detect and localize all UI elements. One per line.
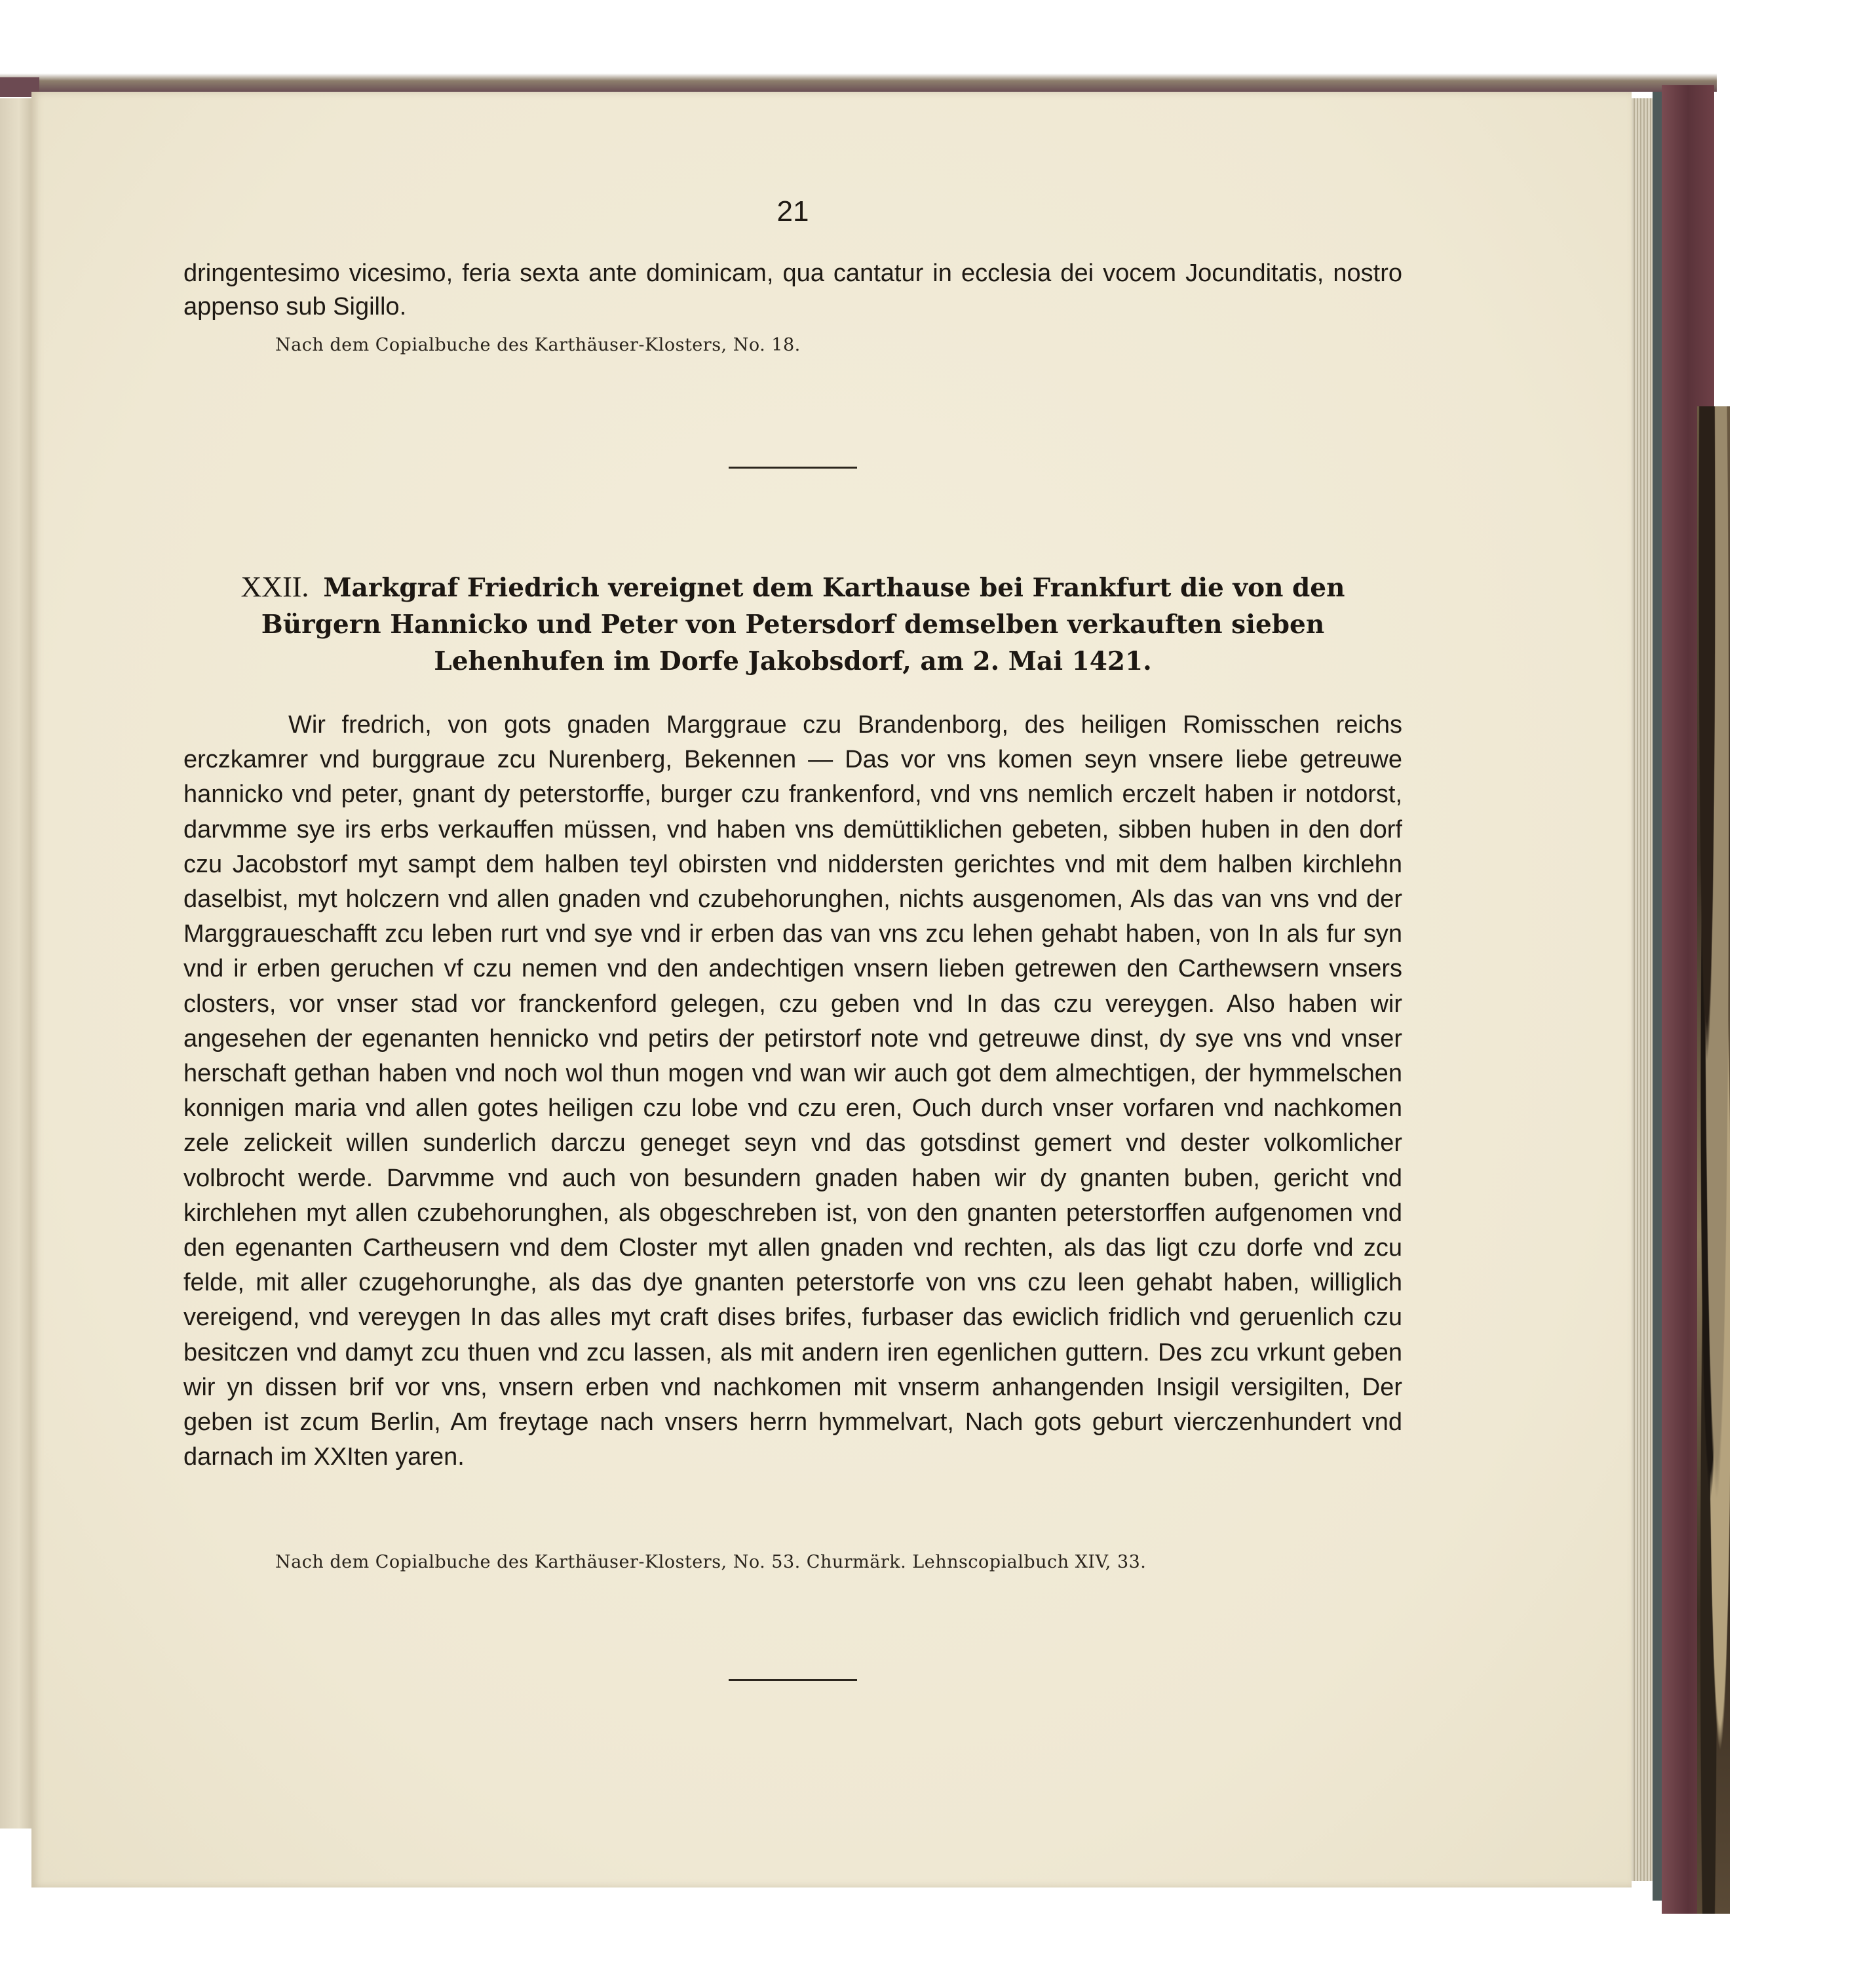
previous-document-source-note: Nach dem Copialbuche des Karthäuser-Klosters, No. 18. (275, 335, 801, 355)
previous-document-text: dringentesimo vicesimo, feria sexta ante dominicam, qua cantatur in ecclesia dei vocem Jocunditatis, nostro appenso sub Sigillo. (183, 260, 1402, 320)
marbled-cover-edge (1697, 406, 1730, 1914)
document-source-note: Nach dem Copialbuche des Karthäuser-Klosters, No. 53. Churmärk. Lehnscopialbuch XIV, 33. (275, 1552, 1147, 1572)
document-body-paragraph: Wir fredrich, von gots gnaden Marggraue czu Brandenborg, des heiligen Romisschen reichs erczkamrer vnd burggraue zcu Nurenberg, Bekennen — Das vor vns komen seyn vnsere liebe getreuwe hannicko vnd peter, gnant dy peterstorffe, burger czu frankenford, vnd vns nemlich erczelt haben ir notdorst, darvmme sye irs erbs verkauffen müssen, vnd haben vns demüttiklichen gebeten, sibben huben in den dorf czu Jacobstorf myt sampt dem halben teyl obirsten vnd niddersten gerichtes vnd mit dem halben kirchlehn daselbist, myt holczern vnd allen gnaden vnd czubehorunghen, nichts ausgenomen, Als das van vns vnd der Marggraueschafft zcu leben rurt vnd sye vnd ir erben das van vns zcu lehen gehabt haben, von In als fur syn vnd ir erben geruchen vf czu nemen vnd den andechtigen vnsern lieben getrewen den Carthewsern vnsers closters, vor vnser stad vor franckenford gelegen, czu geben vnd In das czu vereygen. Also haben wir angesehen der egenanten hennicko vnd petirs der petirstorf note vnd getreuwe dinst, dy sye vns vnd vnser herschaft gethan haben vnd noch wol thun mogen vnd wan wir auch got dem almechtigen, der hymmelschen konnigen maria vnd allen gotes heiligen czu lobe vnd czu eren, Ouch durch vnser vorfaren vnd nachkomen zele zelickeit willen sunderlich darczu geneget seyn vnd das gotsdinst gemert vnd dester volkomlicher volbrocht werde. Darvmme vnd auch von besundern gnaden haben wir dy gnanten buben, gericht vnd kirchlehen myt allen czubehorunghen, als obgeschreben ist, von den gnanten peterstorffen aufgenomen vnd den egenanten Cartheusern vnd dem Closter myt allen gnaden vnd rechten, als das ligt czu dorfe vnd zcu felde, mit aller czugehorunghe, als das dye gnanten peterstorfe von vns czu leen gehabt haben, williglich vereigend, vnd vereygen In das alles myt craft dises brifes, furbaser das ewiclich fridlich vnd geruenlich czu besitczen vnd damyt zcu thuen vnd zcu lassen, als mit andern iren egenlichen guttern. Des zcu vrkunt geben wir yn dissen brif vor vns, vnsern erben vnd nachkomen mit vnserm anhangenden Insigil versigilten, Der geben ist zcum Berlin, Am freytage nach vnsers herrn hymmelvart, Nach gots geburt vierczenhundert vnd darnach im XXIten yaren. (183, 711, 1402, 1471)
document-numeral: XXII. (240, 571, 309, 603)
section-divider (729, 467, 857, 469)
book-top-edge (0, 73, 1717, 92)
document-body (183, 708, 1402, 1475)
facing-page-edge (0, 98, 33, 1829)
document-title: Markgraf Friedrich vereignet dem Karthause bei Frankfurt die von den Bürgern Hannicko und Peter von Petersdorf demselben verkauften sieben Lehenhufen im Dorfe Jakobsdorf, am 2. Mai 1421. (261, 573, 1345, 676)
binding-board (1653, 92, 1662, 1901)
page-number: 21 (776, 195, 809, 227)
page-block-edges (1632, 98, 1653, 1881)
section-divider-bottom (729, 1679, 857, 1681)
document-heading (183, 569, 1402, 680)
